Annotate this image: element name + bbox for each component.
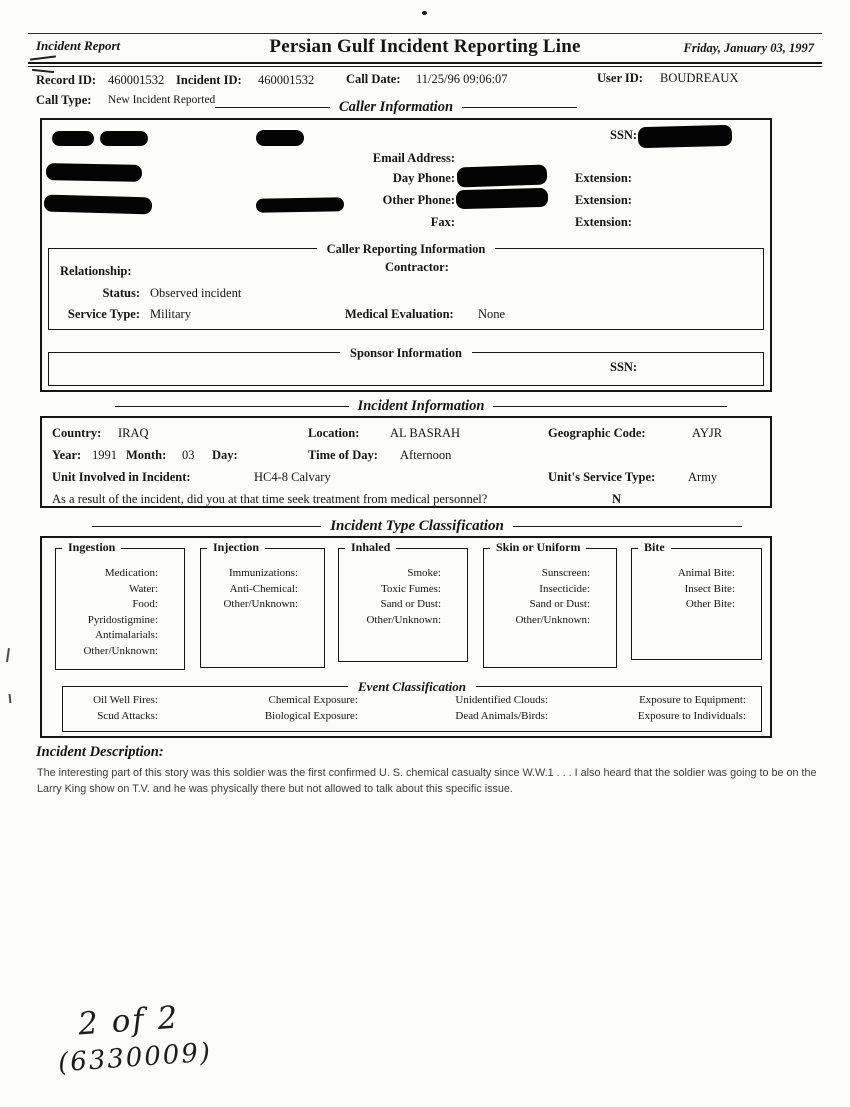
treatment-question: As a result of the incident, did you at that time seek treatment from medical personnel?: [52, 492, 488, 506]
bite-group-items: [632, 549, 761, 613]
sponsor-information-box: [48, 346, 764, 386]
incident-id-label: Incident ID:: [176, 73, 242, 87]
incident-information-heading: [115, 398, 727, 415]
field-label: Anti-Chemical:: [229, 582, 298, 595]
day-phone-extension-label: Extension:: [575, 171, 632, 185]
handwritten-page-note: 2 of 2: [76, 999, 181, 1043]
field-label: Dead Animals/Birds:: [455, 710, 548, 722]
field-label: Other/Unknown:: [366, 613, 441, 626]
day-label: Day:: [212, 448, 238, 462]
injection-group-title: Injection: [207, 540, 265, 555]
location-label: Location:: [308, 426, 360, 440]
scan-artifact-tick: [9, 694, 12, 703]
ingestion-group-items: [56, 549, 184, 659]
fax-label: Fax:: [430, 215, 455, 229]
status-label: Status:: [102, 286, 140, 300]
injection-group-items: [201, 549, 324, 613]
field-label: Oil Well Fires:: [93, 694, 158, 706]
field-label: Toxic Fumes:: [380, 582, 441, 595]
top-rule: [28, 33, 822, 34]
field-label: Other Bite:: [685, 598, 735, 610]
field-label: Exposure to Individuals:: [637, 710, 746, 722]
contractor-label: Contractor:: [385, 260, 449, 274]
header-divider: [28, 62, 822, 67]
skin-or-uniform-group-items: [484, 549, 616, 628]
other-phone-label: Other Phone:: [382, 193, 455, 207]
field-label: Scud Attacks:: [97, 710, 158, 722]
caller-reporting-information-title: Caller Reporting Information: [317, 242, 496, 256]
scan-artifact-tick: [6, 648, 10, 662]
unit-service-type-value: Army: [688, 470, 718, 484]
location-value: AL BASRAH: [390, 426, 461, 440]
unit-service-type-label: Unit's Service Type:: [548, 470, 656, 484]
call-date-value: 11/25/96 09:06:07: [416, 72, 508, 86]
caller-information-heading: [215, 99, 577, 116]
record-id-value: 460001532: [108, 73, 165, 87]
record-id-label: Record ID:: [36, 73, 97, 87]
incident-type-title: Incident Type Classification: [330, 518, 504, 534]
user-id-label: User ID:: [597, 71, 643, 85]
redaction-bar: [46, 163, 142, 182]
field-label: Medication:: [104, 567, 158, 579]
time-of-day-value: Afternoon: [400, 448, 452, 462]
redaction-bar: [256, 130, 304, 146]
redaction-bar-day-phone: [457, 164, 548, 187]
service-type-label: Service Type:: [67, 307, 140, 321]
other-phone-extension-label: Extension:: [575, 193, 632, 207]
service-type-value: Military: [150, 307, 191, 321]
field-label: Insecticide:: [539, 582, 590, 595]
caller-information-title: Caller Information: [339, 99, 454, 115]
field-label: Smoke:: [407, 567, 441, 579]
call-type-label: Call Type:: [36, 93, 92, 107]
field-label: Antimalarials:: [95, 629, 158, 641]
call-type-value: New Incident Reported: [108, 94, 216, 106]
redaction-bar: [100, 131, 148, 146]
treatment-answer: N: [612, 492, 622, 506]
month-label: Month:: [126, 448, 167, 462]
sponsor-information-title: Sponsor Information: [340, 346, 472, 360]
handwritten-id-note: (6330009): [57, 1037, 213, 1079]
field-label: Sunscreen:: [541, 567, 590, 579]
field-label: Sand or Dust:: [529, 598, 590, 610]
incident-information-title: Incident Information: [357, 398, 485, 414]
month-value: 03: [182, 448, 195, 462]
status-value: Observed incident: [150, 286, 242, 300]
email-address-label: Email Address:: [372, 151, 455, 165]
redaction-bar: [44, 195, 152, 215]
medical-evaluation-label: Medical Evaluation:: [345, 307, 454, 321]
field-label: Other/Unknown:: [83, 644, 158, 657]
field-label: Water:: [128, 582, 158, 595]
field-label: Pyridostigmine:: [87, 613, 158, 626]
field-label: Animal Bite:: [677, 567, 735, 579]
caller-ssn-label: SSN:: [610, 128, 638, 142]
country-value: IRAQ: [118, 426, 149, 440]
page-title: Persian Gulf Incident Reporting Line: [269, 36, 581, 57]
heading-rule: [493, 406, 727, 408]
heading-rule: [462, 107, 577, 109]
field-label: Unidentified Clouds:: [455, 694, 548, 706]
geographic-code-label: Geographic Code:: [548, 426, 646, 440]
heading-rule: [215, 107, 330, 109]
relationship-label: Relationship:: [60, 264, 132, 278]
unit-involved-value: HC4-8 Calvary: [254, 470, 331, 484]
bite-group-title: Bite: [638, 540, 671, 555]
heading-rule: [115, 406, 349, 408]
header-date: Friday, January 03, 1997: [683, 41, 814, 55]
incident-description-text: The interesting part of this story was this soldier was the first confirmed U. S. chemical casualty since W.W.1 . . . I also heard that the soldier was going to be on the Larry King show on T.V. and he was physically there but not allowed to talk about this specific issue.: [37, 767, 817, 795]
redaction-bar: [52, 131, 94, 146]
redaction-bar-other-phone: [456, 188, 548, 209]
field-label: Insect Bite:: [684, 582, 735, 595]
event-classification-box: [62, 679, 762, 732]
event-classification-title: Event Classification: [348, 679, 476, 694]
medical-evaluation-value: None: [478, 307, 506, 321]
time-of-day-label: Time of Day:: [308, 448, 378, 462]
skin-or-uniform-group-box: [483, 540, 617, 668]
call-date-label: Call Date:: [346, 72, 401, 86]
injection-group-box: [200, 540, 325, 668]
sponsor-ssn-label: SSN:: [610, 360, 638, 374]
user-id-value: BOUDREAUX: [660, 71, 739, 85]
field-label: Other/Unknown:: [223, 598, 298, 610]
country-label: Country:: [52, 426, 102, 440]
incident-description-title: Incident Description:: [36, 744, 164, 760]
field-label: Chemical Exposure:: [268, 694, 358, 706]
bite-group-box: [631, 540, 762, 660]
geographic-code-value: AYJR: [692, 426, 723, 440]
field-label: Immunizations:: [228, 567, 298, 579]
field-label: Exposure to Equipment:: [639, 694, 746, 706]
skin-or-uniform-group-title: Skin or Uniform: [490, 540, 586, 555]
inhaled-group-title: Inhaled: [345, 540, 396, 555]
incident-id-value: 460001532: [258, 73, 315, 87]
scan-artifact-dot: [422, 11, 427, 15]
event-classification-grid: [63, 687, 761, 722]
field-label: Other/Unknown:: [515, 613, 590, 626]
ingestion-group-box: [55, 540, 185, 670]
unit-involved-label: Unit Involved in Incident:: [52, 470, 191, 484]
heading-rule: [92, 526, 321, 528]
heading-rule: [513, 526, 742, 528]
fax-extension-label: Extension:: [575, 215, 632, 229]
day-phone-label: Day Phone:: [392, 171, 455, 185]
year-label: Year:: [52, 448, 82, 462]
inhaled-group-items: [339, 549, 467, 628]
field-label: Food:: [132, 598, 158, 610]
inhaled-group-box: [338, 540, 468, 662]
field-label: Sand or Dust:: [380, 598, 441, 610]
doc-type-label: Incident Report: [36, 38, 121, 53]
redaction-bar-ssn: [638, 125, 733, 148]
year-value: 1991: [92, 448, 117, 462]
field-label: Biological Exposure:: [264, 710, 358, 722]
ingestion-group-title: Ingestion: [62, 540, 121, 555]
incident-type-heading: [92, 518, 742, 535]
